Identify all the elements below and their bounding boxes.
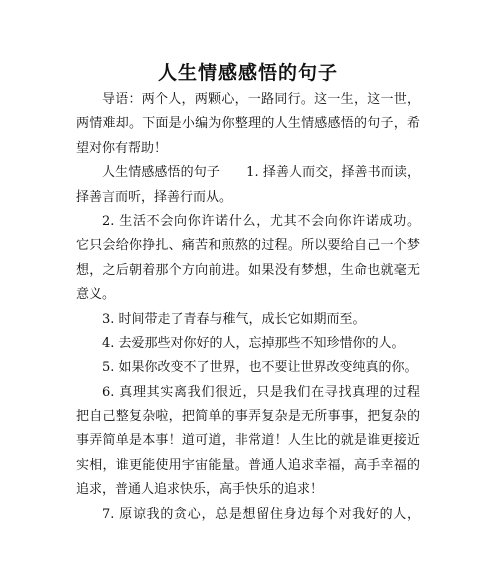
text-line: 4. 去爱那些对你好的人，忘掉那些不知珍惜你的人。 bbox=[102, 335, 405, 351]
text-line: 想，之后朝着那个方向前进。如果没有梦想，生命也就毫无 bbox=[76, 262, 420, 278]
text-line: 它只会给你挣扎、痛苦和煎熬的过程。所以要给自己一个梦 bbox=[76, 238, 420, 254]
text-line: 5. 如果你改变不了世界，也不要让世界改变纯真的你。 bbox=[102, 360, 418, 376]
text-line: 7. 原谅我的贪心，总是想留住身边每个对我好的人， bbox=[102, 506, 420, 522]
text-line: 把自己整复杂啦，把简单的事弄复杂是无所事事，把复杂的 bbox=[76, 409, 420, 425]
text-line: 3. 时间带走了青春与稚气，成长它如期而至。 bbox=[102, 311, 366, 327]
text-line: 择善言而听，择善行而从。 bbox=[76, 189, 233, 205]
text-line: 人生情感感悟的句子 1. 择善人而交，择善书而读， bbox=[102, 165, 420, 181]
text-line: 6. 真理其实离我们很近，只是我们在寻找真理的过程 bbox=[102, 384, 420, 400]
text-line: 追求，普通人追求快乐，高手快乐的追求！ bbox=[76, 482, 324, 498]
text-line: 2. 生活不会向你许诺什么，尤其不会向你许诺成功。 bbox=[102, 213, 420, 229]
text-line: 导语：两个人，两颗心，一路同行。这一生，这一世， bbox=[102, 92, 420, 107]
text-line: 两情难却。下面是小编为你整理的人生情感感悟的句子，希 bbox=[76, 116, 420, 132]
text-line: 望对你有帮助！ bbox=[76, 140, 168, 156]
text-line: 意义。 bbox=[76, 287, 116, 303]
text-line: 事弄简单是本事！道可道，非常道！人生比的就是谁更接近 bbox=[76, 433, 420, 449]
document-body bbox=[76, 88, 420, 527]
text-line: 实相，谁更能使用宇宙能量。普通人追求幸福，高手幸福的 bbox=[76, 457, 420, 473]
document-title: 人生情感感悟的句子 bbox=[157, 62, 338, 84]
